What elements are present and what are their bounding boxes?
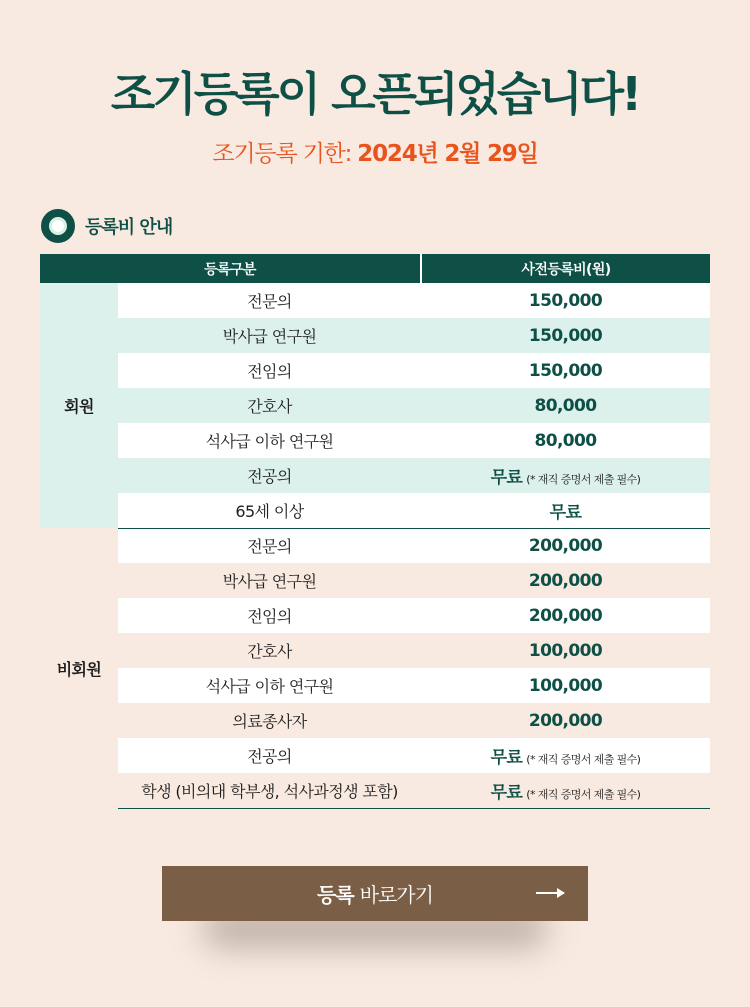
price-cell (421, 493, 710, 528)
price-value: 100,000 (528, 675, 603, 696)
deadline-label: 조기등록 기한: (212, 141, 352, 167)
category-name: 전문의 (118, 283, 421, 318)
register-button[interactable] (162, 866, 588, 921)
arrow-right-icon (536, 892, 564, 894)
price-value: 200,000 (528, 535, 603, 556)
price-value: 무료 (490, 468, 523, 488)
price-value: 150,000 (528, 360, 603, 381)
table-row (40, 773, 710, 808)
category-name: 65세 이상 (118, 493, 421, 528)
price-cell (421, 528, 710, 563)
price-value: 200,000 (528, 605, 603, 626)
price-cell (421, 283, 710, 318)
category-name: 의료종사자 (118, 703, 421, 738)
category-name: 전임의 (118, 598, 421, 633)
register-button-bold: 등록 (317, 883, 354, 907)
price-value: 200,000 (528, 710, 603, 731)
price-value: 80,000 (534, 430, 597, 451)
category-name: 석사급 이하 연구원 (118, 668, 421, 703)
table-row (40, 528, 710, 563)
category-name: 박사급 연구원 (118, 563, 421, 598)
price-value: 무료 (490, 782, 523, 803)
price-note: (* 재직 증명서 제출 필수) (526, 753, 641, 766)
price-value: 80,000 (534, 395, 597, 416)
category-name: 간호사 (118, 388, 421, 423)
table-row (40, 283, 710, 318)
table-row (40, 388, 710, 423)
table-row (40, 668, 710, 703)
category-name: 전공의 (118, 738, 421, 773)
price-value: 150,000 (528, 325, 603, 346)
price-value: 무료 (549, 502, 582, 523)
table-row (40, 423, 710, 458)
price-cell (421, 423, 710, 458)
table-row (40, 353, 710, 388)
header-price: 사전등록비(원) (421, 254, 710, 283)
table-row (40, 738, 710, 773)
price-note: (* 재직 증명서 제출 필수) (526, 787, 641, 801)
group-label: 비회원 (40, 528, 118, 808)
price-value: 100,000 (528, 640, 603, 661)
price-note: (* 재직 증명서 제출 필수) (526, 473, 641, 486)
price-cell (421, 458, 710, 493)
table-row (40, 703, 710, 738)
section-title: 등록비 안내 (85, 217, 173, 238)
price-cell (421, 598, 710, 633)
header-category: 등록구분 (40, 254, 421, 283)
price-value: 200,000 (528, 570, 603, 591)
section-header (41, 209, 172, 243)
price-value: 150,000 (528, 290, 603, 311)
table-header-row (40, 254, 710, 283)
category-name: 박사급 연구원 (118, 318, 421, 353)
price-cell (421, 633, 710, 668)
price-cell (421, 773, 710, 808)
price-cell (421, 703, 710, 738)
price-cell (421, 738, 710, 773)
price-cell (421, 563, 710, 598)
table-row (40, 598, 710, 633)
ring-icon (41, 209, 75, 243)
price-cell (421, 388, 710, 423)
category-name: 전문의 (118, 528, 421, 563)
member-group (40, 283, 710, 528)
price-cell (421, 353, 710, 388)
price-cell (421, 318, 710, 353)
table-row (40, 458, 710, 493)
table-row (40, 493, 710, 528)
price-cell (421, 668, 710, 703)
fee-table (40, 254, 710, 809)
register-button-label: 바로가기 (359, 883, 433, 907)
price-value: 무료 (490, 748, 523, 768)
category-name: 석사급 이하 연구원 (118, 423, 421, 458)
category-name: 학생 (비의대 학부생, 석사과정생 포함) (118, 773, 421, 808)
deadline-text (0, 135, 750, 168)
register-button-wrap (162, 866, 588, 921)
category-name: 간호사 (118, 633, 421, 668)
category-name: 전공의 (118, 458, 421, 493)
page-headline: 조기등록이 오픈되었습니다! (110, 67, 640, 121)
table-row (40, 563, 710, 598)
group-label: 회원 (40, 283, 118, 528)
nonmember-group (40, 528, 710, 808)
category-name: 전임의 (118, 353, 421, 388)
table-row (40, 318, 710, 353)
deadline-date: 2024년 2월 29일 (357, 141, 538, 167)
table-row (40, 633, 710, 668)
